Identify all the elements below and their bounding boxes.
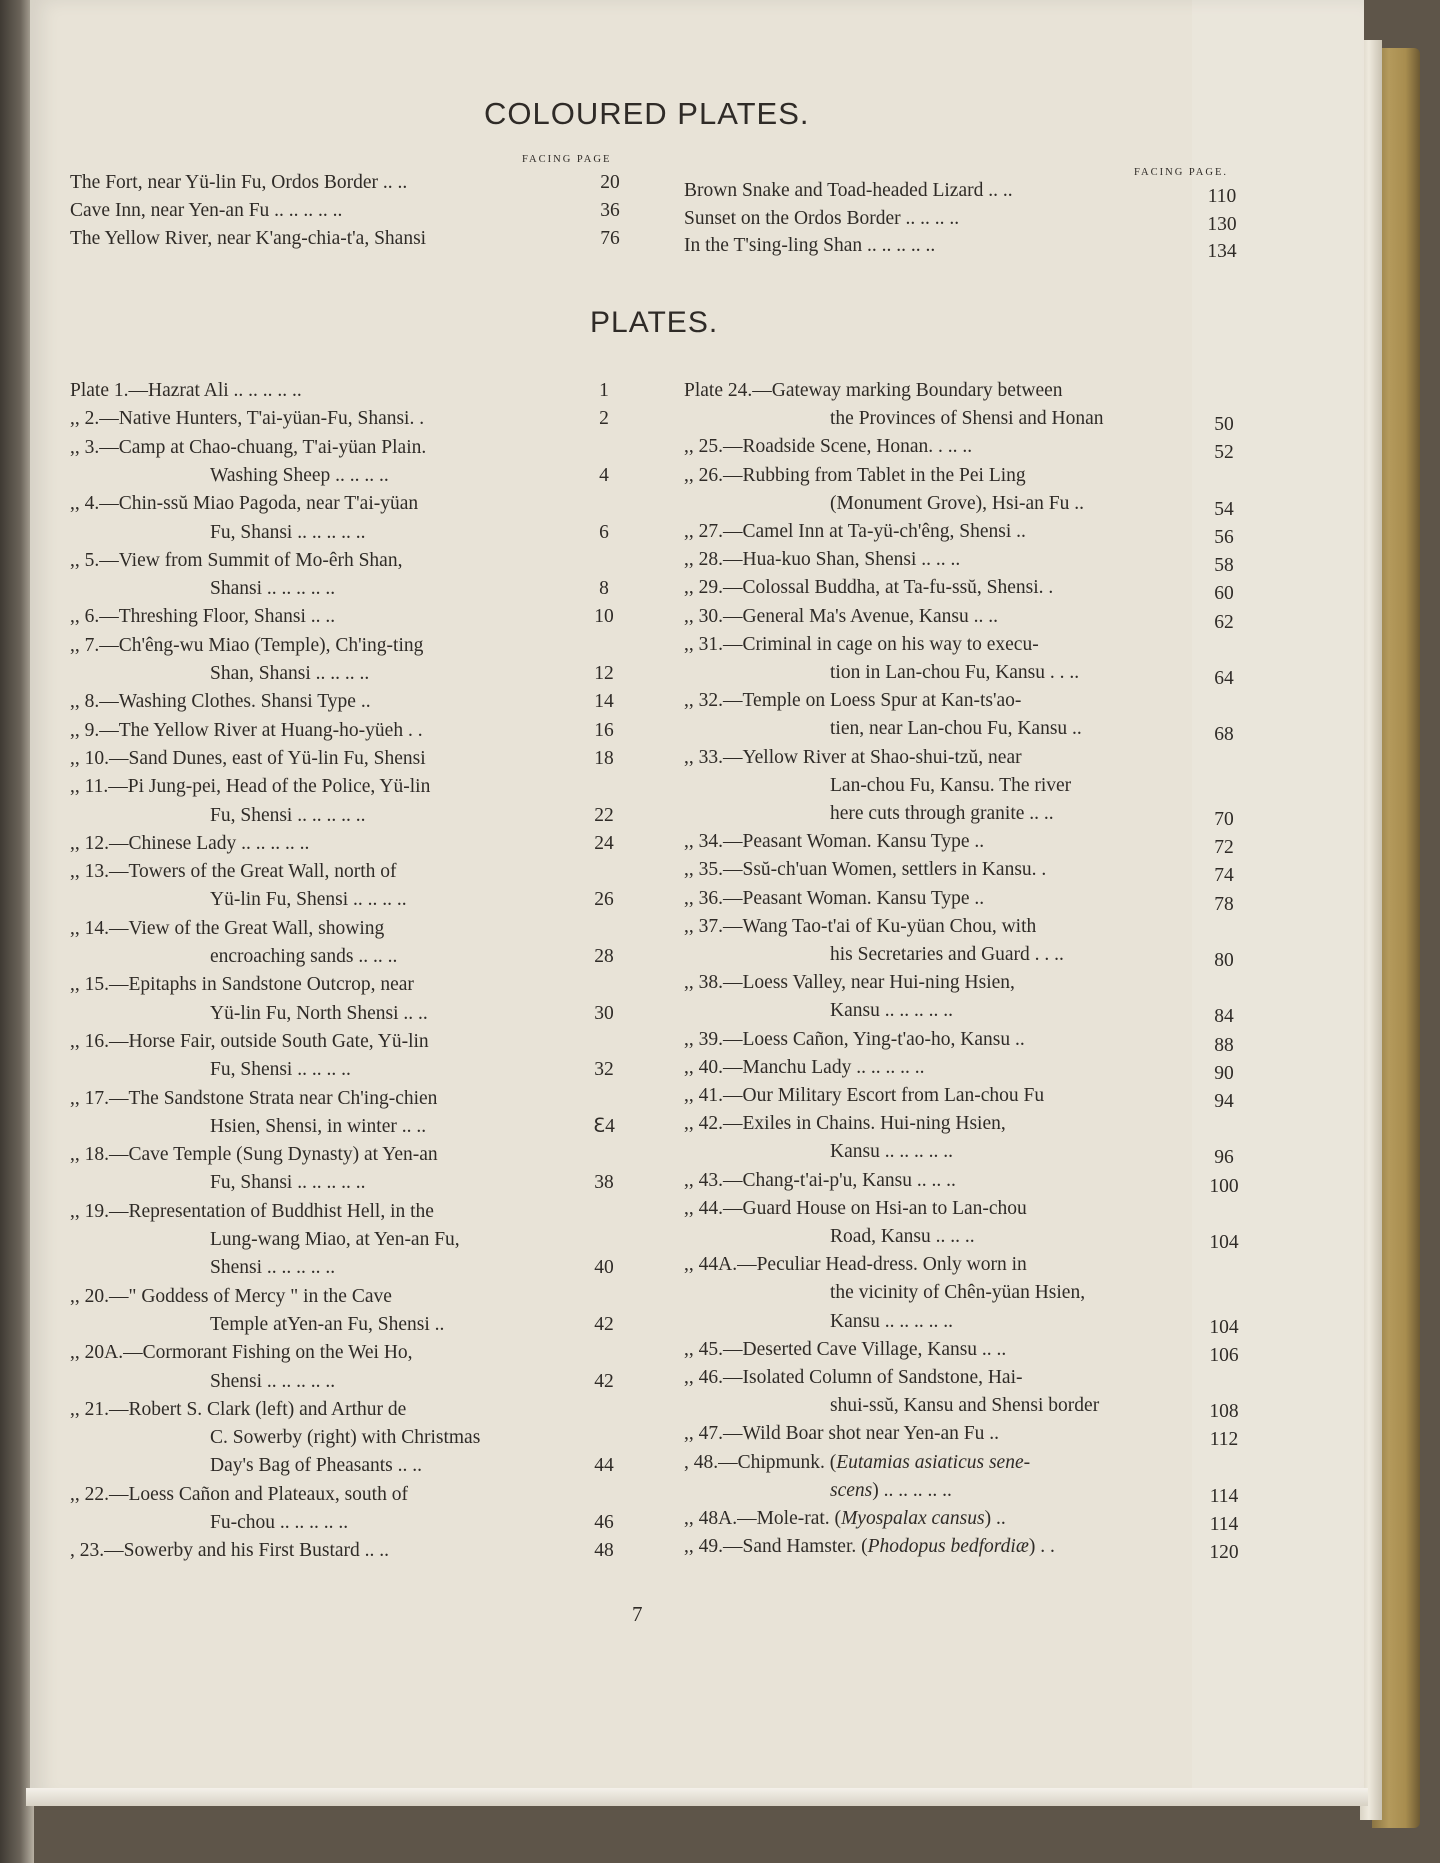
plate-entry-line: ,, 26.—Rubbing from Tablet in the Pei Ling xyxy=(684,464,1026,486)
plate-entry-line: Fu, Shensi .. .. .. .. xyxy=(210,1059,351,1081)
plate-page-number: 32 xyxy=(594,1059,614,1081)
plate-entry-line: Temple atYen-an Fu, Shensi .. xyxy=(210,1313,445,1335)
plate-page-number: 114 xyxy=(1209,1485,1239,1507)
plate-entry-line: Plate 1.—Hazrat Ali .. .. .. .. .. xyxy=(70,380,302,401)
plate-entry-line: ,, 11.—Pi Jung-pei, Head of the Police, Yü-lin xyxy=(70,776,431,798)
plate-entry-line: ,, 47.—Wild Boar shot near Yen-an Fu .. xyxy=(684,1423,999,1445)
plate-entry-line: ,, 44.—Guard House on Hsi-an to Lan-chou xyxy=(684,1197,1027,1219)
plate-entry-line: ,, 46.—Isolated Column of Sandstone, Hai- xyxy=(684,1367,1023,1388)
plate-entry-line: ,, 35.—Ssŭ-ch'uan Women, settlers in Kansu. . xyxy=(684,859,1047,881)
plate-entry-line: ,, 21.—Robert S. Clark (left) and Arthur de xyxy=(70,1398,407,1420)
plate-entry-line: Day's Bag of Pheasants .. .. xyxy=(210,1455,423,1477)
plate-entry-line: ,, 31.—Criminal in cage on his way to execu- xyxy=(684,633,1039,655)
plate-page-number: 42 xyxy=(594,1313,614,1335)
plate-entry-line: ,, 25.—Roadside Scene, Honan. . .. .. xyxy=(684,436,973,458)
plate-entry-line: ,, 44A.—Peculiar Head-dress. Only worn in xyxy=(684,1254,1027,1276)
plate-page-number: 46 xyxy=(594,1512,614,1533)
plate-entry-line: ,, 7.—Ch'êng-wu Miao (Temple), Ch'ing-ting xyxy=(70,634,424,656)
plate-page-number: 40 xyxy=(594,1257,614,1279)
plate-entry-line: Yü-lin Fu, North Shensi .. .. xyxy=(210,1002,428,1024)
plate-page-number: 96 xyxy=(1214,1147,1234,1169)
plate-entry-line: Road, Kansu .. .. .. xyxy=(830,1226,975,1247)
plate-page-number: 12 xyxy=(594,663,614,684)
plate-entry-line: ,, 3.—Camp at Chao-chuang, T'ai-yüan Plain. xyxy=(70,436,427,458)
plate-entry-line: ,, 28.—Hua-kuo Shan, Shensi .. .. .. xyxy=(684,549,961,571)
plate-entry-line: Lan-chou Fu, Kansu. The river xyxy=(830,774,1072,796)
plate-page-number: 80 xyxy=(1214,950,1234,971)
plate-page-number: 78 xyxy=(1214,893,1234,915)
plate-page-number: 8 xyxy=(599,578,609,600)
plate-page-number: 62 xyxy=(1214,611,1234,633)
plate-entry-line: Hsien, Shensi, in winter .. .. xyxy=(210,1115,427,1137)
coloured-plate-entry: The Fort, near Yü-lin Fu, Ordos Border .. .. xyxy=(70,172,408,193)
plate-page-number: 4 xyxy=(599,464,609,486)
plate-entry-line: ,, 39.—Loess Cañon, Ying-t'ao-ho, Kansu .. xyxy=(684,1028,1025,1050)
plate-entry-line: tien, near Lan-chou Fu, Kansu .. xyxy=(830,718,1082,740)
plate-page-number: 2 xyxy=(599,408,609,430)
plate-entry-line: Fu, Shansi .. .. .. .. .. xyxy=(210,521,366,543)
book-gutter xyxy=(0,0,34,1863)
coloured-plate-page: 36 xyxy=(600,200,620,221)
plate-page-number: 48 xyxy=(594,1540,614,1562)
plate-page-number: 120 xyxy=(1209,1542,1239,1564)
plate-entry-line: Yü-lin Fu, Shensi .. .. .. .. xyxy=(210,889,407,911)
plate-page-number: 18 xyxy=(594,747,614,769)
plate-entry-line: Shensi .. .. .. .. .. xyxy=(210,1257,336,1279)
plate-entry-line: ,, 16.—Horse Fair, outside South Gate, Yü-lin xyxy=(70,1030,429,1052)
plate-entry-line: ,, 38.—Loess Valley, near Hui-ning Hsien, xyxy=(684,972,1015,994)
plate-page-number: 6 xyxy=(599,521,609,543)
plate-page-number: 90 xyxy=(1214,1062,1234,1084)
coloured-plate-entry: In the T'sing-ling Shan .. .. .. .. .. xyxy=(684,235,936,256)
plate-entry-line: ,, 37.—Wang Tao-t'ai of Ku-yüan Chou, with xyxy=(684,915,1037,937)
plate-entry-line: ,, 32.—Temple on Loess Spur at Kan-ts'ao- xyxy=(684,690,1022,712)
plate-entry-line: ,, 45.—Deserted Cave Village, Kansu .. .. xyxy=(684,1338,1007,1360)
plate-entry-line: Kansu .. .. .. .. .. xyxy=(830,1000,953,1022)
plate-entry-line: ,, 15.—Epitaphs in Sandstone Outcrop, near xyxy=(70,974,414,996)
plate-entry-line: the vicinity of Chên-yüan Hsien, xyxy=(830,1282,1086,1304)
plate-entry-line: Shansi .. .. .. .. .. xyxy=(210,578,336,600)
coloured-plates-title: COLOURED PLATES. xyxy=(484,96,810,131)
plate-entry-line: C. Sowerby (right) with Christmas xyxy=(210,1427,481,1449)
plate-page-number: 104 xyxy=(1209,1316,1239,1338)
plate-entry-line: Plate 24.—Gateway marking Boundary between xyxy=(684,380,1063,401)
plate-entry-line: ,, 49.—Sand Hamster. (Phodopus bedfordiæ) . . xyxy=(684,1536,1055,1558)
plate-page-number: 72 xyxy=(1214,837,1234,859)
plate-page-number: 100 xyxy=(1209,1175,1239,1197)
plate-entry-line: ,, 13.—Towers of the Great Wall, north of xyxy=(70,861,397,883)
plate-entry-line: , 48.—Chipmunk. (Eutamias asiaticus sene- xyxy=(684,1451,1031,1473)
plate-entry-line: shui-ssŭ, Kansu and Shensi border xyxy=(830,1395,1100,1417)
plate-entry-line: Washing Sheep .. .. .. .. xyxy=(210,464,389,486)
plate-entry-line: ,, 17.—The Sandstone Strata near Ch'ing-chien xyxy=(70,1087,438,1109)
plate-page-number: 38 xyxy=(594,1172,614,1194)
plate-page-number: 84 xyxy=(1214,1006,1234,1028)
coloured-plate-entry: The Yellow River, near K'ang-chia-t'a, Shansi xyxy=(70,228,427,249)
plate-page-number: 64 xyxy=(1214,668,1234,689)
plate-page-number: 104 xyxy=(1209,1232,1239,1253)
plate-page-number: 10 xyxy=(594,606,614,628)
plate-entry-line: ,, 33.—Yellow River at Shao-shui-tzŭ, near xyxy=(684,746,1022,768)
coloured-plate-entry: Brown Snake and Toad-headed Lizard .. .. xyxy=(684,180,1013,201)
plate-page-number: 70 xyxy=(1214,809,1234,830)
plate-page-number: 56 xyxy=(1214,527,1234,548)
coloured-plate-page: 130 xyxy=(1207,214,1237,235)
plate-entry-line: ,, 18.—Cave Temple (Sung Dynasty) at Yen-an xyxy=(70,1144,438,1166)
plate-entry-line: ,, 5.—View from Summit of Mo-êrh Shan, xyxy=(70,549,403,571)
plate-entry-line: Shan, Shansi .. .. .. .. xyxy=(210,663,370,684)
plate-entry-line: ,, 42.—Exiles in Chains. Hui-ning Hsien, xyxy=(684,1113,1006,1135)
plate-entry-line: ,, 29.—Colossal Buddha, at Ta-fu-ssŭ, Shensi. . xyxy=(684,577,1054,599)
plate-page-number: 14 xyxy=(594,691,614,713)
plate-entry-line: ,, 6.—Threshing Floor, Shansi .. .. xyxy=(70,606,336,628)
coloured-plate-page: 20 xyxy=(600,172,620,193)
facing-page-label-left: FACING PAGE xyxy=(522,154,612,165)
plate-entry-line: ,, 22.—Loess Cañon and Plateaux, south of xyxy=(70,1483,408,1505)
plate-entry-line: ,, 12.—Chinese Lady .. .. .. .. .. xyxy=(70,832,310,854)
plate-entry-line: ,, 10.—Sand Dunes, east of Yü-lin Fu, Shensi xyxy=(70,747,426,769)
plate-entry-line: here cuts through granite .. .. xyxy=(830,803,1054,824)
plate-page-number: 52 xyxy=(1214,442,1234,464)
plate-page-number: 28 xyxy=(594,946,614,967)
plate-entry-line: Fu, Shensi .. .. .. .. .. xyxy=(210,804,366,826)
plate-page-number: 54 xyxy=(1214,498,1234,520)
plate-page-number: 42 xyxy=(594,1370,614,1392)
plate-page-number: 1 xyxy=(599,380,609,401)
plate-entry-line: the Provinces of Shensi and Honan xyxy=(830,408,1104,430)
plate-page-number: 68 xyxy=(1214,724,1234,746)
coloured-plate-page: 134 xyxy=(1207,241,1237,262)
plate-page-number: 106 xyxy=(1209,1344,1239,1366)
plate-entry-line: ,, 8.—Washing Clothes. Shansi Type .. xyxy=(70,691,371,713)
plate-entry-line: ,, 41.—Our Military Escort from Lan-chou Fu xyxy=(684,1085,1045,1106)
coloured-plate-page: 110 xyxy=(1207,186,1237,207)
plate-entry-line: ,, 30.—General Ma's Avenue, Kansu .. .. xyxy=(684,605,998,627)
plate-entry-line: ,, 19.—Representation of Buddhist Hell, in the xyxy=(70,1200,434,1222)
plate-entry-line: tion in Lan-chou Fu, Kansu . . .. xyxy=(830,662,1080,683)
plate-entry-line: (Monument Grove), Hsi-an Fu .. xyxy=(830,492,1085,514)
plate-entry-line: ,, 2.—Native Hunters, T'ai-yüan-Fu, Shansi. . xyxy=(70,408,425,430)
plate-page-number: 108 xyxy=(1209,1401,1239,1423)
plate-page-number: 94 xyxy=(1214,1091,1234,1112)
plate-entry-line: his Secretaries and Guard . . .. xyxy=(830,944,1064,965)
plate-page-number: 114 xyxy=(1209,1514,1239,1535)
plate-page-number: 112 xyxy=(1209,1429,1239,1451)
coloured-plate-page: 76 xyxy=(600,228,620,249)
plate-entry-line: ,, 4.—Chin-ssŭ Miao Pagoda, near T'ai-yüan xyxy=(70,493,419,515)
plate-page-number: 50 xyxy=(1214,414,1234,436)
plate-page-number: ℇ4 xyxy=(593,1115,615,1137)
facing-page-label-right: FACING PAGE. xyxy=(1134,167,1229,178)
plate-entry-line: ,, 40.—Manchu Lady .. .. .. .. .. xyxy=(684,1056,925,1078)
plate-page-number: 26 xyxy=(594,889,614,911)
plate-entry-line: encroaching sands .. .. .. xyxy=(210,946,398,967)
plate-entry-line: scens) .. .. .. .. .. xyxy=(830,1479,952,1501)
plate-page-number: 58 xyxy=(1214,555,1234,577)
plate-page-number: 88 xyxy=(1214,1034,1234,1056)
plate-entry-line: ,, 14.—View of the Great Wall, showing xyxy=(70,917,385,939)
plate-entry-line: ,, 27.—Camel Inn at Ta-yü-ch'êng, Shensi .. xyxy=(684,521,1026,542)
plate-page-number: 44 xyxy=(594,1455,614,1477)
plate-entry-line: Lung-wang Miao, at Yen-an Fu, xyxy=(210,1229,460,1250)
plate-entry-line: Shensi .. .. .. .. .. xyxy=(210,1370,336,1392)
plate-entry-line: , 23.—Sowerby and his First Bustard .. .. xyxy=(70,1540,390,1562)
plate-page-number: 74 xyxy=(1214,865,1234,887)
page-number: 7 xyxy=(632,1602,643,1626)
plate-entry-line: ,, 48A.—Mole-rat. (Myospalax cansus) .. xyxy=(684,1508,1006,1529)
plate-entry-line: Fu-chou .. .. .. .. .. xyxy=(210,1512,349,1533)
plate-entry-line: ,, 34.—Peasant Woman. Kansu Type .. xyxy=(684,831,985,853)
plate-entry-line: ,, 43.—Chang-t'ai-p'u, Kansu .. .. .. xyxy=(684,1169,956,1191)
plates-title: PLATES. xyxy=(590,306,719,339)
coloured-plate-entry: Cave Inn, near Yen-an Fu .. .. .. .. .. xyxy=(70,200,343,221)
plate-entry-line: ,, 20.—" Goddess of Mercy " in the Cave xyxy=(70,1285,392,1307)
plate-page-number: 30 xyxy=(594,1002,614,1024)
coloured-plate-entry: Sunset on the Ordos Border .. .. .. .. xyxy=(684,208,960,229)
plate-entry-line: Fu, Shansi .. .. .. .. .. xyxy=(210,1172,366,1194)
plate-page-number: 16 xyxy=(594,719,614,741)
plate-page-number: 22 xyxy=(594,804,614,826)
plate-entry-line: Kansu .. .. .. .. .. xyxy=(830,1141,953,1163)
plate-page-number: 24 xyxy=(594,832,614,854)
page-bottom-edge xyxy=(26,1788,1368,1806)
plate-entry-line: ,, 36.—Peasant Woman. Kansu Type .. xyxy=(684,887,985,909)
plate-entry-line: ,, 9.—The Yellow River at Huang-ho-yüeh . . xyxy=(70,719,423,741)
plate-entry-line: Kansu .. .. .. .. .. xyxy=(830,1310,953,1332)
plate-entry-line: ,, 20A.—Cormorant Fishing on the Wei Ho, xyxy=(70,1342,413,1364)
plate-page-number: 60 xyxy=(1214,583,1234,605)
